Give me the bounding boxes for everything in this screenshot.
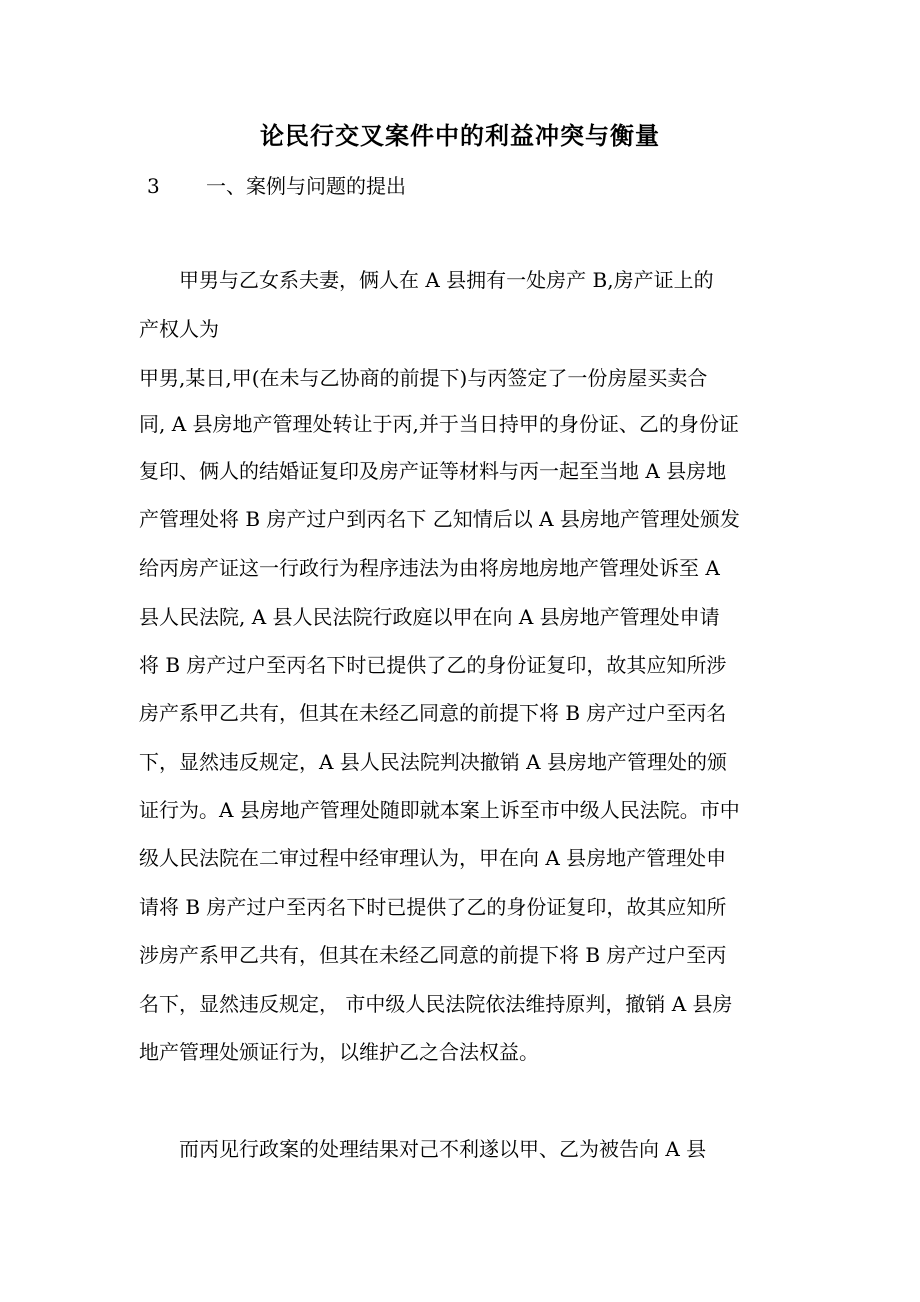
paragraph-1-line: 地产管理处颁证行为，以维护乙之合法权益。 [139,1040,539,1064]
paragraph-1-line: 给丙房产证这一行政行为程序违法为由将房地房地产管理处诉至 A [139,556,720,580]
document-title: 论民行交叉案件中的利益冲突与衡量 [260,121,660,150]
paragraph-1-line: 级人民法院在二审过程中经审理认为，甲在向 A 县房地产管理处申 [139,846,727,870]
paragraph-1-line: 请将 B 房产过户至丙名下时已提供了乙的身份证复印，故其应知所 [139,895,727,919]
paragraph-2-line: 而丙见行政案的处理结果对己不利遂以甲、乙为被告向 A 县 [139,1137,707,1161]
paragraph-1-line: 甲男与乙女系夫妻，俩人在 A 县拥有一处房产 B,房产证上的 [139,268,714,292]
paragraph-1-line: 产管理处将 B 房产过户到丙名下 乙知情后以 A 县房地产管理处颁发 [139,507,740,531]
paragraph-1-line: 房产系甲乙共有，但其在未经乙同意的前提下将 B 房产过户至丙名 [139,701,727,725]
paragraph-1-line: 产权人为 [139,317,219,341]
paragraph-1-line: 证行为。A 县房地产管理处随即就本案上诉至市中级人民法院。市中 [139,798,740,822]
paragraph-1-line: 同, A 县房地产管理处转让于丙,并于当日持甲的身份证、乙的身份证 [139,412,739,436]
paragraph-1-line: 将 B 房产过户至丙名下时已提供了乙的身份证复印，故其应知所涉 [139,653,727,677]
section-number: 3 [147,174,160,198]
paragraph-1-line: 复印、俩人的结婚证复印及房产证等材料与丙一起至当地 A 县房地 [139,459,727,483]
section-heading: 一、案例与问题的提出 [206,174,406,198]
paragraph-1-line: 县人民法院, A 县人民法院行政庭以甲在向 A 县房地产管理处申请 [139,605,720,629]
paragraph-1-line: 名下，显然违反规定， 市中级人民法院依法维持原判，撤销 A 县房 [139,992,733,1016]
paragraph-1-line: 甲男,某日,甲(在未与乙协商的前提下)与丙签定了一份房屋买卖合 [139,366,708,390]
paragraph-1-line: 涉房产系甲乙共有，但其在未经乙同意的前提下将 B 房产过户至丙 [139,943,727,967]
paragraph-1-line: 下，显然违反规定，A 县人民法院判决撤销 A 县房地产管理处的颁 [139,750,727,774]
